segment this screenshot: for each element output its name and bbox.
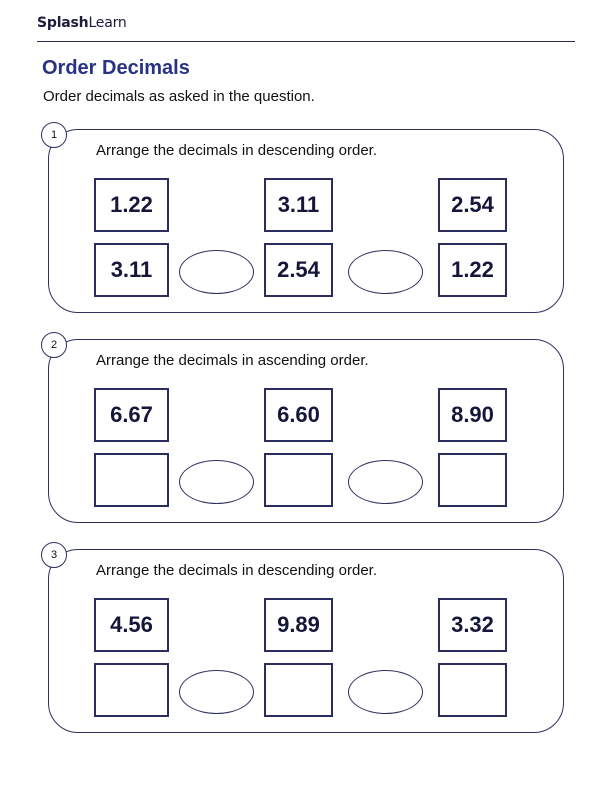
logo-part-learn: Learn [88, 15, 127, 31]
comparison-symbol-oval[interactable] [179, 460, 254, 504]
answer-box[interactable]: 2.54 [264, 243, 333, 297]
given-decimal-box: 1.22 [94, 178, 169, 232]
worksheet-title: Order Decimals [42, 57, 190, 79]
given-decimal-box: 6.60 [264, 388, 333, 442]
answer-box[interactable] [264, 663, 333, 717]
question-card-1 [48, 129, 564, 313]
answer-box[interactable] [438, 663, 507, 717]
answer-box[interactable]: 1.22 [438, 243, 507, 297]
question-number-badge: 3 [41, 542, 67, 568]
given-decimal-box: 4.56 [94, 598, 169, 652]
answer-box[interactable] [264, 453, 333, 507]
worksheet-instructions: Order decimals as asked in the question. [43, 88, 315, 105]
comparison-symbol-oval[interactable] [179, 670, 254, 714]
answer-box[interactable] [438, 453, 507, 507]
question-prompt: Arrange the decimals in descending order. [96, 562, 378, 579]
comparison-symbol-oval[interactable] [348, 250, 423, 294]
splashlearn-logo [37, 15, 127, 31]
given-decimal-box: 2.54 [438, 178, 507, 232]
comparison-symbol-oval[interactable] [179, 250, 254, 294]
answer-box[interactable]: 3.11 [94, 243, 169, 297]
comparison-symbol-oval[interactable] [348, 670, 423, 714]
question-prompt: Arrange the decimals in descending order. [96, 142, 378, 159]
header-divider [37, 41, 575, 42]
answer-box[interactable] [94, 453, 169, 507]
question-prompt: Arrange the decimals in ascending order. [96, 352, 369, 369]
question-number-badge: 1 [41, 122, 67, 148]
question-number-badge: 2 [41, 332, 67, 358]
question-card-2 [48, 339, 564, 523]
given-decimal-box: 9.89 [264, 598, 333, 652]
question-card-3 [48, 549, 564, 733]
answer-box[interactable] [94, 663, 169, 717]
given-decimal-box: 3.32 [438, 598, 507, 652]
given-decimal-box: 8.90 [438, 388, 507, 442]
given-decimal-box: 3.11 [264, 178, 333, 232]
comparison-symbol-oval[interactable] [348, 460, 423, 504]
given-decimal-box: 6.67 [94, 388, 169, 442]
logo-part-splash: Splash [37, 15, 89, 31]
